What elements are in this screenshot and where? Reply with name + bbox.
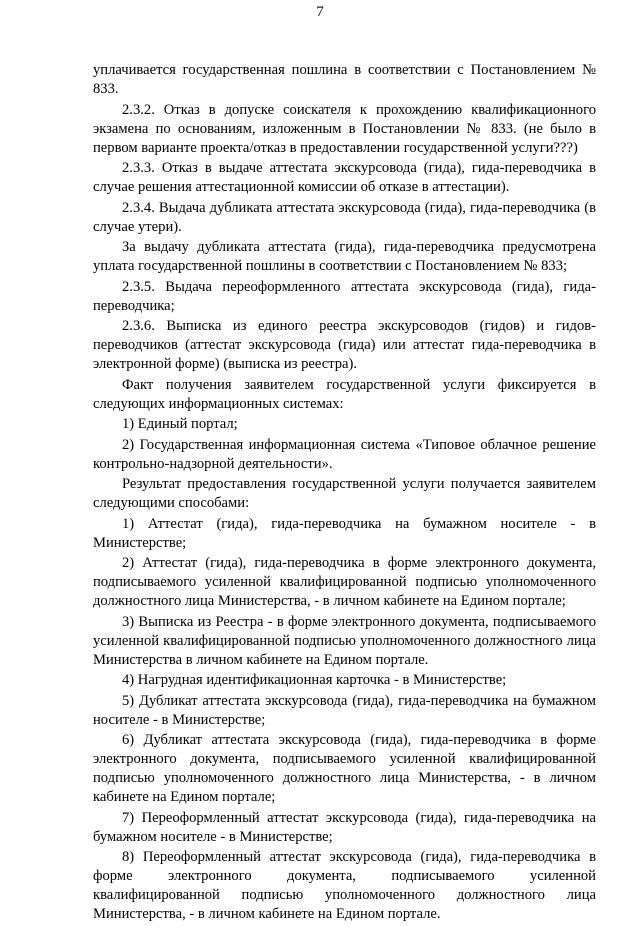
list-item-result-6: 6) Дубликат аттестата экскурсовода (гида), гида-переводчика в форме электронного документа, подписываемого усиленной квалифицированной подписью уполномоченного должностного лица Министерства, - в личном кабинете на Едином портале; [93, 732, 596, 805]
list-item-result-7: 7) Переоформленный аттестат экскурсовода (гида), гида-переводчика на бумажном носителе - в Министерстве; [93, 809, 596, 845]
paragraph-info-systems: Факт получения заявителем государственной услуги фиксируется в следующих информационных системах: [93, 376, 596, 412]
document-body [93, 61, 596, 926]
paragraph-2-3-6: 2.3.6. Выписка из единого реестра экскурсоводов (гидов) и гидов-переводчиков (аттестат экскурсовода (гида) или аттестат гида-переводчика в электронной форме) (выписка из реестра). [93, 318, 596, 372]
list-item-result-2: 2) Аттестат (гида), гида-переводчика в форме электронного документа, подписываемого усиленной квалифицированной подписью уполномоченного должностного лица Министерства, - в личном кабинете на Едином портале; [93, 555, 596, 609]
list-item-result-5: 5) Дубликат аттестата экскурсовода (гида), гида-переводчика на бумажном носителе - в Министерстве; [93, 692, 596, 728]
list-item-result-3: 3) Выписка из Реестра - в форме электронного документа, подписываемого усиленной квалифицированной подписью уполномоченного должностного лица Министерства в личном кабинете на Едином портале. [93, 613, 596, 668]
list-item-result-1: 1) Аттестат (гида), гида-переводчика на бумажном носителе - в Министерстве; [93, 515, 596, 551]
page-number: 7 [316, 4, 324, 20]
paragraph-continuation: уплачивается государственная пошлина в соответствии с Постановлением № 833. [93, 62, 596, 97]
list-item-result-4: 4) Нагрудная идентификационная карточка - в Министерстве; [122, 672, 507, 688]
list-item-info-system-2: 2) Государственная информационная система «Типовое облачное решение контрольно-надзорной деятельности». [93, 436, 596, 472]
paragraph-duplicate-fee: За выдачу дубликата аттестата (гида), гида-переводчика предусмотрена уплата государственной пошлины в соответствии с Постановлением № 833; [93, 239, 596, 274]
paragraph-result-methods: Результат предоставления государственной услуги получается заявителем следующими способами: [93, 476, 596, 511]
list-item-result-8: 8) Переоформленный аттестат экскурсовода (гида), гида-переводчика в форме электронного документа, подписываемого усиленной квалифицированной подписью уполномоченного должностного лица Министерства, - в личном кабинете на Едином портале. [93, 849, 596, 922]
paragraph-2-3-4: 2.3.4. Выдача дубликата аттестата экскурсовода (гида), гида-переводчика (в случае утери). [93, 199, 596, 235]
paragraph-2-3-2: 2.3.2. Отказ в допуске соискателя к прохождению квалификационного экзамена по основаниям, изложенным в Постановлении № 833. (не было в первом варианте проекта/отказ в предоставлении государственной услуги???) [93, 101, 596, 156]
paragraph-2-3-5: 2.3.5. Выдача переоформленного аттестата экскурсовода (гида), гида-переводчика; [93, 278, 596, 314]
list-item-info-system-1: 1) Единый портал; [122, 416, 238, 432]
paragraph-2-3-3: 2.3.3. Отказ в выдаче аттестата экскурсовода (гида), гида-переводчика в случае решения аттестационной комиссии об отказе в аттестации). [93, 160, 596, 195]
